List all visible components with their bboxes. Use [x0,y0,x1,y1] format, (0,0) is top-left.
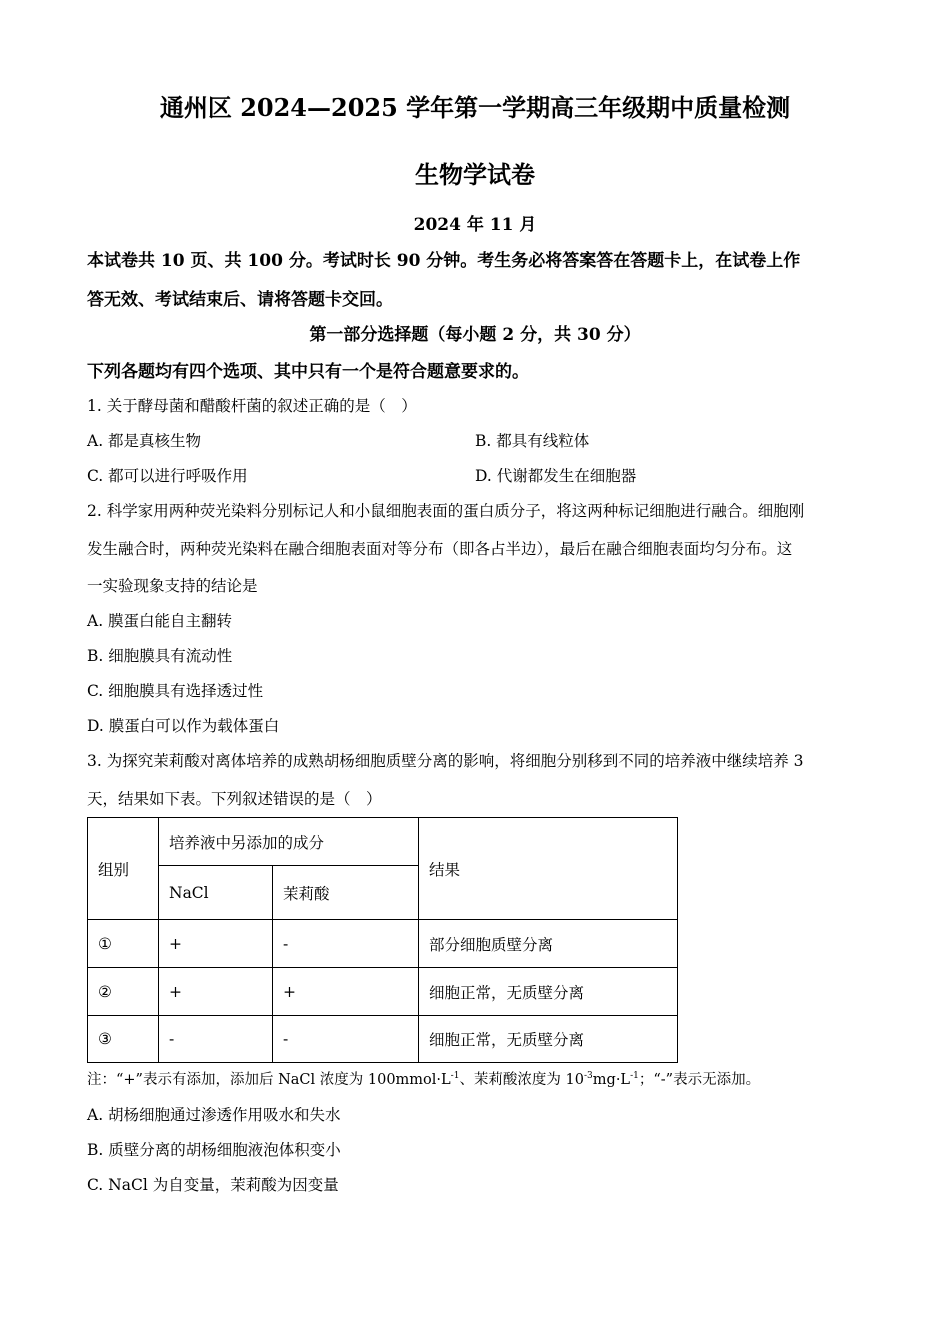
q2-option-c: C. 细胞膜具有选择透过性 [87,682,264,700]
q1-option-c: C. 都可以进行呼吸作用 [87,467,248,485]
header-result: 结果 [419,818,678,920]
exam-subtitle: 生物学试卷 [415,160,535,189]
row-result: 细胞正常，无质壁分离 [419,1016,678,1063]
q2-option-b: B. 细胞膜具有流动性 [87,647,233,665]
results-table [87,817,678,1063]
q2-option-d: D. 膜蛋白可以作为载体蛋白 [87,717,280,735]
q1-option-d: D. 代谢都发生在细胞器 [475,467,637,485]
exam-title: 通州区 2024—2025 学年第一学期高三年级期中质量检测 [159,93,791,122]
row-jasmonic-acid: - [273,1016,419,1063]
instructions-line-1: 本试卷共 10 页、共 100 分。考试时长 90 分钟。考生务必将答案答在答题卡上，在试卷上作 [87,251,801,271]
row-nacl: + [159,920,273,968]
header-nacl: NaCl [159,866,273,920]
q3-option-b: B. 质壁分离的胡杨细胞液泡体积变小 [87,1141,341,1159]
note-part-4: ；“-”表示无添加。 [638,1072,761,1088]
note-part-3: mg·L [592,1072,631,1088]
note-part-1: 注：“+”表示有添加，添加后 NaCl 浓度为 100mmol·L [87,1072,451,1088]
header-added-components: 培养液中另添加的成分 [159,818,419,866]
row-group: ① [88,920,159,968]
header-jasmonic-acid: 茉莉酸 [273,866,419,920]
row-group: ③ [88,1016,159,1063]
row-nacl: + [159,968,273,1016]
q2-option-a: A. 膜蛋白能自主翻转 [87,612,233,630]
row-group: ② [88,968,159,1016]
note-superscript-1: -1 [450,1071,460,1082]
note-superscript-3: -1 [630,1071,639,1082]
q3-option-a: A. 胡杨细胞通过渗透作用吸水和失水 [87,1106,341,1124]
q1-stem: 1. 关于酵母菌和醋酸杆菌的叙述正确的是（ ） [87,397,417,415]
q1-option-a: A. 都是真核生物 [87,432,202,450]
table-note [87,1068,760,1089]
q2-stem-line-3: 一实验现象支持的结论是 [87,577,258,595]
q3-option-c: C. NaCl 为自变量，茉莉酸为因变量 [87,1176,339,1194]
section-title: 第一部分选择题（每小题 2 分，共 30 分） [309,325,641,345]
row-nacl: - [159,1016,273,1063]
note-superscript-2: -3 [584,1071,593,1082]
row-result: 部分细胞质壁分离 [419,920,678,968]
q2-stem-line-2: 发生融合时，两种荧光染料在融合细胞表面对等分布（即各占半边），最后在融合细胞表面均匀分布。这 [87,540,793,558]
instructions-line-2: 答无效、考试结束后、请将答题卡交回。 [87,290,393,310]
table-row [88,920,678,968]
q2-stem-line-1: 2. 科学家用两种荧光染料分别标记人和小鼠细胞表面的蛋白质分子，将这两种标记细胞进行融合。细胞刚 [87,502,805,520]
header-group: 组别 [88,818,159,920]
exam-date: 2024 年 11 月 [413,215,537,235]
row-jasmonic-acid: - [273,920,419,968]
table-row [88,968,678,1016]
q3-stem-line-1: 3. 为探究茉莉酸对离体培养的成熟胡杨细胞质壁分离的影响，将细胞分别移到不同的培养液中继续培养 3 [87,752,804,770]
q1-option-b: B. 都具有线粒体 [475,432,590,450]
row-jasmonic-acid: + [273,968,419,1016]
row-result: 细胞正常，无质壁分离 [419,968,678,1016]
q3-stem-line-2: 天，结果如下表。下列叙述错误的是（ ） [87,790,382,808]
section-note: 下列各题均有四个选项、其中只有一个是符合题意要求的。 [87,362,529,382]
note-part-2: 、茉莉酸浓度为 10 [459,1072,584,1088]
table-row [88,1016,678,1063]
